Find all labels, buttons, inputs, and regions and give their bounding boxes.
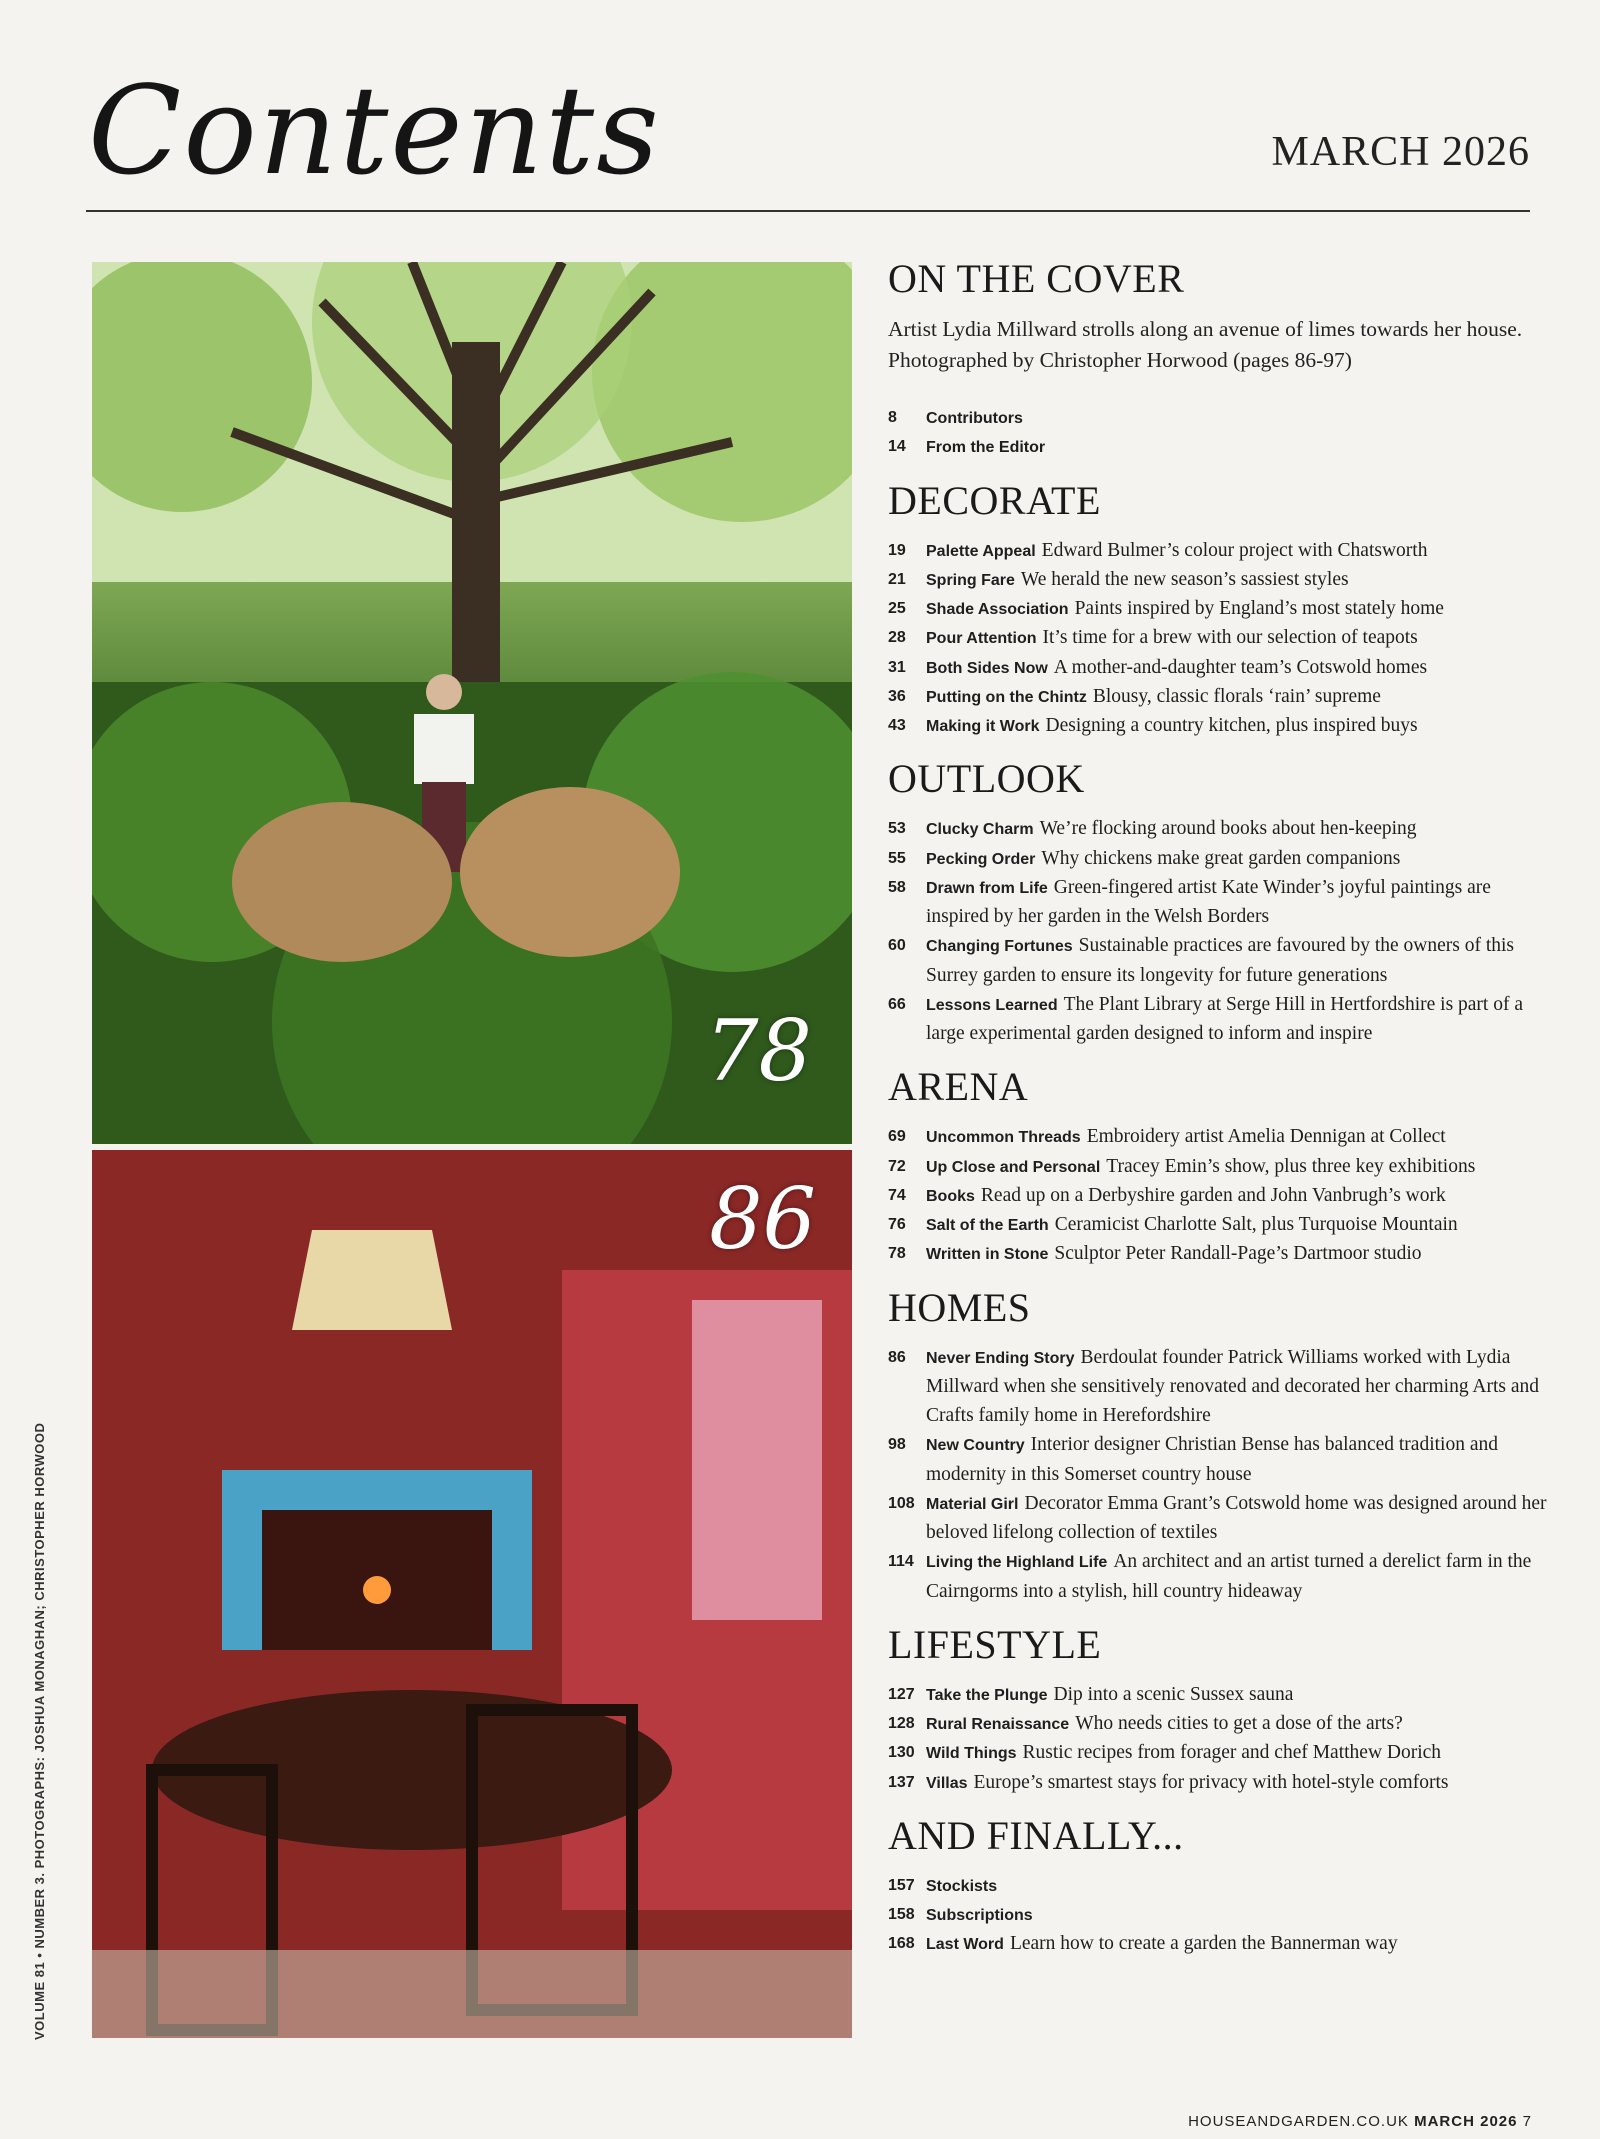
toc-page-number: 72 (888, 1157, 906, 1175)
toc-entry-list (888, 1343, 1548, 1606)
toc-entry-title: Subscriptions (926, 1907, 1033, 1925)
toc-entry[interactable] (888, 653, 1548, 682)
toc-entry[interactable] (888, 1489, 1548, 1548)
toc-entry-text (926, 1210, 1548, 1239)
toc-entry-title: Written in Stone (926, 1246, 1049, 1264)
toc-entry-text (926, 1152, 1548, 1181)
toc-entry-list (888, 814, 1548, 1048)
toc-page-number: 74 (888, 1186, 906, 1204)
toc-entry-list (888, 1680, 1548, 1797)
page-title: Contents (88, 60, 661, 202)
toc-entry-title: Villas (926, 1774, 968, 1792)
toc-entry-description: Learn how to create a garden the Bannerman way (1009, 1933, 1398, 1955)
toc-entry[interactable] (888, 682, 1548, 711)
toc-entry-description: Blousy, classic florals ‘rain’ supreme (1092, 685, 1381, 707)
toc-section (888, 1812, 1548, 1959)
toc-entry[interactable] (888, 1680, 1548, 1709)
toc-entry-title: Both Sides Now (926, 659, 1048, 677)
toc-page-number: 58 (888, 878, 906, 896)
toc-entry-description: Sculptor Peter Randall-Page’s Dartmoor studio (1054, 1243, 1422, 1265)
toc-page-number: 157 (888, 1876, 915, 1894)
toc-entry-text (926, 1122, 1548, 1151)
toc-entry-text (926, 711, 1548, 740)
toc-entry-text (926, 1738, 1548, 1767)
toc-entry-text (926, 1343, 1548, 1431)
footer-site: HOUSEANDGARDEN.CO.UK (1188, 2113, 1409, 2130)
toc-entry[interactable] (888, 873, 1548, 932)
toc-entry-text (926, 1709, 1548, 1738)
toc-entry-description: Rustic recipes from forager and chef Matthew Dorich (1022, 1742, 1442, 1764)
toc-entry[interactable] (888, 1738, 1548, 1767)
toc-entry-list (888, 1122, 1548, 1268)
toc-page-number: 28 (888, 629, 906, 647)
photo-page-number: 78 (705, 1002, 812, 1100)
toc-entry-description: The Plant Library at Serge Hill in Hertfordshire is part of a large experimental garden designed to inform and inspire (926, 993, 1523, 1045)
toc-entry-title: From the Editor (926, 439, 1046, 457)
toc-entry-description: We’re flocking around books about hen-keeping (1039, 818, 1417, 840)
toc-entry-description: Edward Bulmer’s colour project with Chatsworth (1041, 539, 1428, 561)
toc-entry[interactable] (888, 1929, 1548, 1958)
toc-entry-text (926, 536, 1548, 565)
toc-page-number: 98 (888, 1436, 906, 1454)
toc-page-number: 114 (888, 1553, 914, 1571)
toc-entry-description: Green-fingered artist Kate Winder’s joyful paintings are inspired by her garden in the Welsh Borders (926, 876, 1491, 928)
toc-entry-list (888, 1871, 1548, 1959)
cover-description: Artist Lydia Millward strolls along an avenue of limes towards her house. Photographed by Christopher Horwood (pages 86-97) (888, 317, 1523, 372)
toc-entry-title: Spring Fare (926, 571, 1015, 589)
section-heading: HOMES (888, 1284, 1031, 1330)
toc-entry[interactable] (888, 623, 1548, 652)
toc-page-number: 53 (888, 820, 906, 838)
toc-page-number: 76 (888, 1216, 906, 1234)
toc-entry-title: Drawn from Life (926, 879, 1048, 897)
section-on-the-cover (888, 258, 1548, 375)
toc-entry[interactable] (888, 1152, 1548, 1181)
toc-entry-title: Changing Fortunes (926, 938, 1073, 956)
section-heading: OUTLOOK (888, 756, 1085, 802)
toc-entry-text (926, 1547, 1548, 1606)
toc-entry-title: Putting on the Chintz (926, 688, 1087, 706)
toc-entry-text (926, 565, 1548, 594)
toc-page-number: 78 (888, 1245, 906, 1263)
section-heading: DECORATE (888, 477, 1101, 523)
toc-page-number: 8 (888, 409, 897, 427)
toc-entry-title: Salt of the Earth (926, 1217, 1049, 1235)
toc-entry-title: Lessons Learned (926, 996, 1058, 1014)
toc-entry-text (926, 1871, 1548, 1900)
toc-entry[interactable] (888, 1239, 1548, 1268)
toc-entry[interactable] (888, 1122, 1548, 1151)
photo-credit: VOLUME 81 • NUMBER 3. PHOTOGRAPHS: JOSHUA MONAGHAN; CHRISTOPHER HORWOOD (32, 1422, 47, 2040)
toc-entry-title: Uncommon Threads (926, 1129, 1081, 1147)
toc-entry-title: Books (926, 1187, 975, 1205)
toc-entry-text (926, 1680, 1548, 1709)
toc-entry[interactable] (888, 1900, 1548, 1929)
toc-entry-text (926, 1239, 1548, 1268)
toc-entry[interactable] (888, 990, 1548, 1049)
toc-entry-text (926, 990, 1548, 1049)
toc-entry[interactable] (888, 403, 1548, 432)
toc-entry-text (926, 931, 1548, 990)
toc-entry-title: New Country (926, 1437, 1025, 1455)
toc-page-number: 128 (888, 1715, 915, 1733)
issue-date: MARCH 2026 (1271, 129, 1530, 175)
toc-entry-title: Pecking Order (926, 850, 1036, 868)
toc-page-number: 43 (888, 717, 906, 735)
toc-entry[interactable] (888, 1547, 1548, 1606)
toc-entry-text (926, 403, 1548, 432)
toc-section (888, 1284, 1548, 1606)
toc-page-number: 55 (888, 849, 906, 867)
section-heading: AND FINALLY... (888, 1812, 1184, 1858)
section-heading: ON THE COVER (888, 256, 1185, 301)
toc-page-number: 66 (888, 995, 906, 1013)
toc-page-number: 69 (888, 1128, 906, 1146)
toc-page-number: 36 (888, 687, 906, 705)
toc-section (888, 758, 1548, 1048)
toc-page-number: 14 (888, 438, 906, 456)
toc-entry-description: A mother-and-daughter team’s Cotswold homes (1053, 656, 1428, 678)
toc-entry-description: Sustainable practices are favoured by the owners of this Surrey garden to ensure its longevity for future generations (926, 935, 1515, 986)
toc-entry-text (926, 1768, 1548, 1797)
toc-entry[interactable] (888, 594, 1548, 623)
footer-issue: MARCH 2026 (1414, 2113, 1518, 2130)
toc-entry-description: Europe’s smartest stays for privacy with hotel-style comforts (973, 1771, 1449, 1793)
toc-entry-description: Read up on a Derbyshire garden and John Vanbrugh’s work (980, 1184, 1446, 1206)
toc-entry-title: Pour Attention (926, 630, 1037, 648)
toc-entry[interactable] (888, 565, 1548, 594)
toc-entry-text (926, 1900, 1548, 1929)
footer-page-number: 7 (1522, 2113, 1532, 2130)
toc-section (888, 1621, 1548, 1797)
toc-entry-text (926, 814, 1548, 843)
toc-entry-text (926, 844, 1548, 873)
photo-red-dining-room (92, 1150, 852, 2038)
toc-entry-text (926, 873, 1548, 932)
toc-entry[interactable] (888, 536, 1548, 565)
toc-page-number: 60 (888, 937, 906, 955)
toc-entry[interactable] (888, 1871, 1548, 1900)
toc-page-number: 127 (888, 1685, 915, 1703)
toc-entry-title: Shade Association (926, 601, 1069, 619)
toc-entry-text (926, 623, 1548, 652)
dining-room-illustration (92, 1150, 852, 2038)
toc-page-number: 158 (888, 1906, 915, 1924)
toc-entry-title: Material Girl (926, 1495, 1019, 1513)
section-heading: ARENA (888, 1064, 1029, 1110)
toc-entry-text (926, 653, 1548, 682)
toc-page-number: 25 (888, 600, 906, 618)
toc-entry-text (926, 1430, 1548, 1489)
toc-entry-text (926, 594, 1548, 623)
table-of-contents (888, 250, 1548, 1977)
toc-entry[interactable] (888, 1768, 1548, 1797)
page-footer (1188, 2113, 1532, 2130)
toc-entry-title: Wild Things (926, 1745, 1017, 1763)
toc-page-number: 19 (888, 541, 906, 559)
toc-page-number: 130 (888, 1744, 915, 1762)
toc-page-number: 168 (888, 1935, 915, 1953)
toc-entry-description: It’s time for a brew with our selection of teapots (1042, 627, 1418, 649)
toc-entry-title: Clucky Charm (926, 821, 1034, 839)
photo-page-number: 86 (709, 1170, 816, 1268)
toc-entry-title: Living the Highland Life (926, 1554, 1108, 1572)
toc-entry-text (926, 1181, 1548, 1210)
toc-entry-title: Palette Appeal (926, 542, 1036, 560)
toc-page-number: 31 (888, 658, 906, 676)
photo-woodland-sculpture (92, 262, 852, 1144)
toc-entry-description: Interior designer Christian Bense has balanced tradition and modernity in this Somerset country house (926, 1434, 1498, 1485)
toc-entry-title: Up Close and Personal (926, 1158, 1101, 1176)
toc-entry[interactable] (888, 931, 1548, 990)
toc-entry[interactable] (888, 814, 1548, 843)
toc-page-number: 21 (888, 570, 906, 588)
toc-entry-description: Ceramicist Charlotte Salt, plus Turquoise Mountain (1054, 1214, 1458, 1236)
toc-entry-description: Designing a country kitchen, plus inspired buys (1045, 715, 1418, 737)
toc-entry-title: Last Word (926, 1936, 1004, 1954)
toc-entry-title: Stockists (926, 1877, 998, 1895)
toc-entry-description: Berdoulat founder Patrick Williams worked with Lydia Millward when she sensitively renovated and decorated her charming Arts and Crafts family home in Herefordshire (926, 1346, 1539, 1427)
toc-entry-text (926, 1489, 1548, 1548)
toc-entry-description: Decorator Emma Grant’s Cotswold home was designed around her beloved lifelong collection of textiles (926, 1492, 1547, 1544)
toc-entry-title: Rural Renaissance (926, 1716, 1070, 1734)
toc-entry-text (926, 432, 1548, 461)
toc-entry[interactable] (888, 844, 1548, 873)
header-divider (86, 210, 1530, 212)
toc-page-number: 137 (888, 1773, 915, 1791)
toc-page-number: 86 (888, 1348, 906, 1366)
toc-section (888, 1066, 1548, 1268)
toc-entry-text (926, 682, 1548, 711)
toc-entry-description: An architect and an artist turned a derelict farm in the Cairngorms into a stylish, hill country hideaway (926, 1551, 1532, 1602)
toc-entry-description: Dip into a scenic Sussex sauna (1053, 1683, 1294, 1705)
toc-entry-text (926, 1929, 1548, 1958)
toc-entry-title: Take the Plunge (926, 1686, 1048, 1704)
toc-entry[interactable] (888, 1709, 1548, 1738)
toc-entry-description: Who needs cities to get a dose of the arts? (1075, 1713, 1403, 1735)
toc-entry-description: We herald the new season’s sassiest styles (1020, 568, 1349, 590)
toc-entry-description: Tracey Emin’s show, plus three key exhibitions (1106, 1155, 1476, 1177)
toc-page-number: 108 (888, 1494, 915, 1512)
toc-entry[interactable] (888, 1210, 1548, 1239)
toc-entry-description: Embroidery artist Amelia Dennigan at Collect (1086, 1126, 1446, 1148)
toc-entry[interactable] (888, 1181, 1548, 1210)
front-matter-list (888, 403, 1548, 462)
toc-entry[interactable] (888, 1343, 1548, 1431)
toc-entry-title: Never Ending Story (926, 1349, 1075, 1367)
toc-entry-list (888, 536, 1548, 741)
toc-entry[interactable] (888, 432, 1548, 461)
toc-entry-title: Contributors (926, 410, 1023, 428)
toc-entry-description: Why chickens make great garden companions (1041, 847, 1401, 869)
toc-entry-title: Making it Work (926, 718, 1040, 736)
toc-entry-description: Paints inspired by England’s most stately home (1074, 598, 1444, 620)
toc-entry[interactable] (888, 711, 1548, 740)
sections-container (888, 477, 1548, 1959)
section-heading: LIFESTYLE (888, 1621, 1102, 1667)
toc-section (888, 477, 1548, 741)
toc-entry[interactable] (888, 1430, 1548, 1489)
